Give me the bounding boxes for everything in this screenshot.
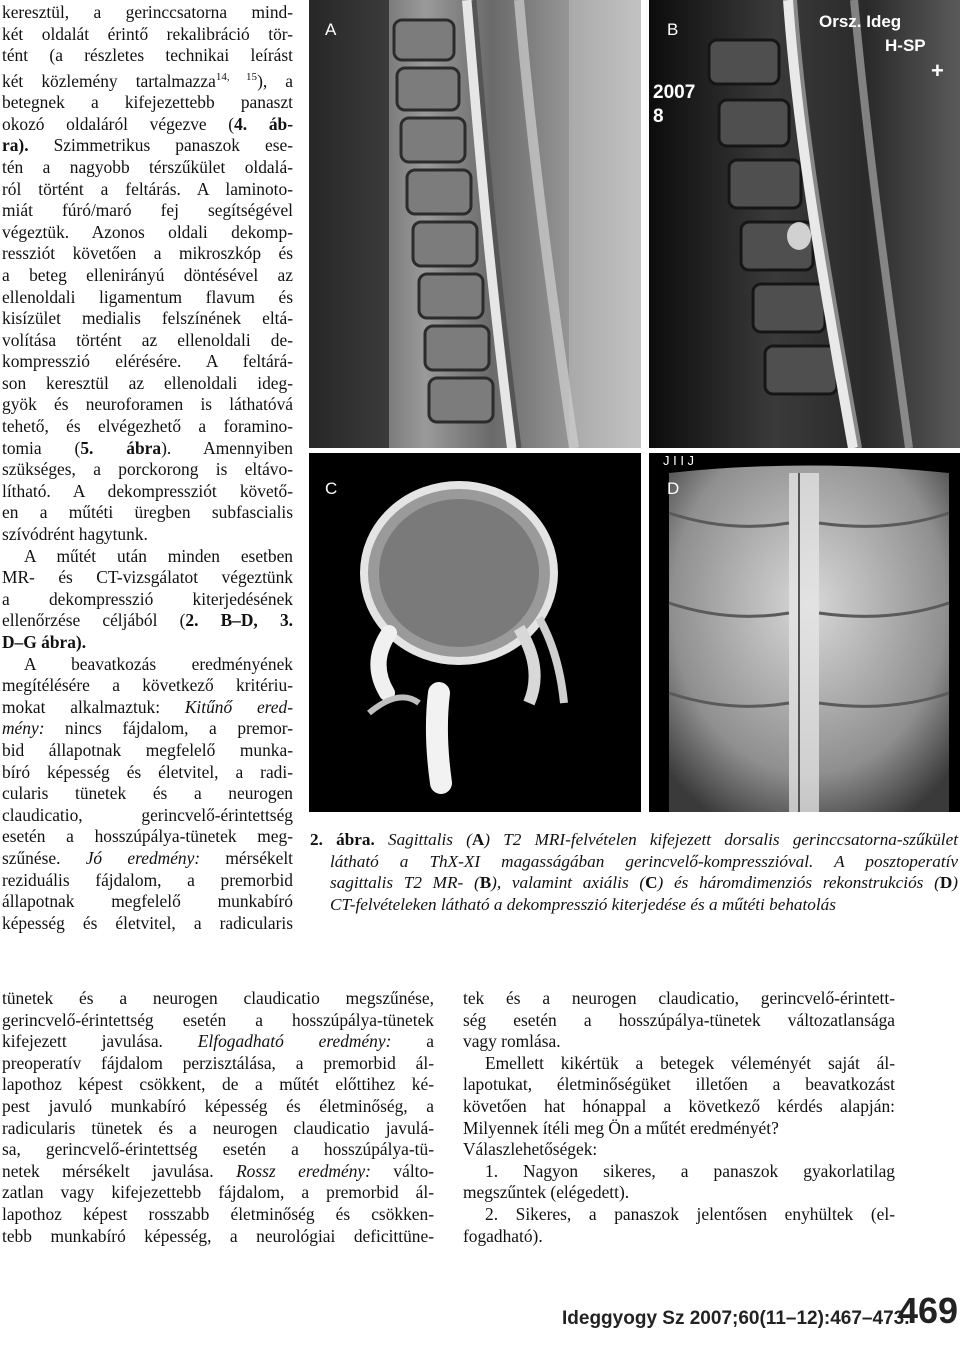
panel-label-b: B bbox=[667, 20, 679, 39]
text-line: en a műtéti üregben subfascialis bbox=[2, 502, 293, 523]
mri-overlay-text: 8 bbox=[653, 106, 664, 127]
figure-panel-b-mri bbox=[649, 0, 960, 448]
text-line: miát fúró/maró fej segítségével bbox=[2, 200, 293, 221]
figure-caption bbox=[310, 829, 958, 915]
text-line: vagy romlása. bbox=[463, 1031, 561, 1052]
text-line: tünetek és a neurogen claudicatio megszűnése, bbox=[2, 988, 434, 1008]
text-line: követően hat hónappal a következő kérdés alapján: bbox=[463, 1095, 895, 1116]
text-line: preoperatív fájdalom perzisztálása, a premorbid ál- bbox=[2, 1052, 434, 1073]
text-line: lapothoz képest csökkent, de a műtét előttihez ké- bbox=[2, 1074, 434, 1095]
mri-overlay-text: 2007 bbox=[653, 82, 696, 103]
figure-reference: ra). bbox=[2, 135, 29, 156]
reference-superscript: 14, 15 bbox=[215, 70, 258, 83]
text-line: betegnek a kifejezettebb panaszt bbox=[2, 92, 293, 113]
panel-label-d: D bbox=[667, 479, 680, 498]
text-line: A beavatkozás eredményének bbox=[24, 653, 293, 674]
text-line: volítása történt az ellenoldali de- bbox=[2, 329, 293, 350]
text-line: tén a nagyobb térszűkület oldalá- bbox=[2, 156, 293, 177]
text-line: ellenőrzése céljából (2. B–D, 3. bbox=[2, 610, 293, 631]
figure-panel-a-mri bbox=[309, 0, 641, 448]
text-line: Válaszlehetőségek: bbox=[463, 1139, 598, 1160]
text-line: a dekompresszió kiterjedésének bbox=[2, 588, 293, 609]
text-line: kifejezett javulása. Elfogadható eredmény: a bbox=[2, 1031, 434, 1052]
figure-panel-c-ct bbox=[309, 453, 641, 812]
panel-label-c: C bbox=[325, 479, 338, 498]
text-line: lítható. A dekompressziót követő- bbox=[2, 480, 293, 501]
text-line: lapothoz képest rosszabb életminőség és csökken- bbox=[2, 1203, 434, 1224]
ct-axial-image bbox=[309, 453, 641, 812]
mri-overlay-text: + bbox=[931, 58, 944, 83]
text-line: okozó oldaláról végezve (4. áb- bbox=[2, 113, 293, 134]
ct-3d-reconstruction-image bbox=[649, 453, 960, 812]
text-line: ra). Szimmetrikus panaszok ese- bbox=[2, 135, 293, 156]
text-line: tehető, és elvégezhető a foramino- bbox=[2, 416, 293, 437]
text-line: szűnése. Jó eredmény: mérsékelt bbox=[2, 847, 293, 868]
text-line: kompresszió elérésére. A feltárá- bbox=[2, 351, 293, 372]
panel-label-a: A bbox=[325, 20, 337, 39]
text-line: állapotnak megfelelő munkabíró bbox=[2, 891, 293, 912]
mri-sagittal-image bbox=[309, 0, 641, 448]
text-line: ellenoldali ligamentum flavum és bbox=[2, 286, 293, 307]
text-line: tént (a részletes technikai leírást bbox=[2, 45, 293, 66]
text-line: radicularis tünetek és a neurogen claudicatio javulá- bbox=[2, 1117, 434, 1138]
mri-overlay-text: H-SP bbox=[885, 36, 926, 55]
figure-reference: D–G ábra). bbox=[2, 632, 87, 653]
text-line: ressziót követően a mikroszkóp és bbox=[2, 243, 293, 264]
text-line: szükséges, a porckorong is eltávo- bbox=[2, 459, 293, 480]
text-line: cularis tünetek és a neurogen bbox=[2, 783, 293, 804]
text-line: lapotukat, életminőségüket illetően a beavatkozást bbox=[463, 1074, 895, 1095]
text-line bbox=[2, 632, 293, 654]
left-column-text bbox=[2, 2, 293, 934]
text-line: képesség és életvitel, a radicularis bbox=[2, 912, 293, 933]
text-line: MR- és CT-vizsgálatot végeztünk bbox=[2, 567, 293, 588]
text-line: szívódrént hagytunk. bbox=[2, 524, 148, 545]
text-line: keresztül, a gerinccsatorna mind- bbox=[2, 2, 293, 22]
text-line: kisízület medialis felszínének eltá- bbox=[2, 308, 293, 329]
bottom-right-text bbox=[463, 988, 895, 1247]
bottom-left-text bbox=[2, 988, 434, 1247]
text-line: bíró képesség és életvitel, a radi- bbox=[2, 761, 293, 782]
text-line: bid állapotnak megfelelő munka- bbox=[2, 739, 293, 760]
figure-reference: 4. áb- bbox=[234, 113, 293, 134]
text-line: tek és a neurogen claudicatio, gerincvelő-érintett- bbox=[463, 988, 895, 1008]
text-line: fogadható). bbox=[463, 1225, 543, 1246]
mri-postop-image bbox=[649, 0, 960, 448]
text-line: netek mérsékelt javulása. Rossz eredmény: válto- bbox=[2, 1160, 434, 1181]
text-line: két oldalát érintő rekalibráció tör- bbox=[2, 23, 293, 44]
figure-panel-d-3d bbox=[649, 453, 960, 812]
text-line: sa, gerincvelő-érintettség esetén a hosszúpálya-tü- bbox=[2, 1139, 434, 1160]
text-line: mény: nincs fájdalom, a premor- bbox=[2, 718, 293, 739]
text-line: zatlan vagy kifejezettebb fájdalom, a premorbid ál- bbox=[2, 1182, 434, 1203]
caption-line: 2. ábra. Sagittalis (A) T2 MRI-felvételen kifejezett dorsalis gerinccsatorna-szűkület bbox=[310, 830, 958, 849]
text-line: gyök és neuroforamen is láthatóvá bbox=[2, 394, 293, 415]
text-line: tomia (5. ábra). Amennyiben bbox=[2, 437, 293, 458]
caption-line: látható a ThX-XI magasságában gerincvelő-kompresszióval. A posztoperatív bbox=[330, 851, 958, 871]
caption-line: sagittalis T2 MR- (B), valamint axiális (C) és háromdimenziós rekonstrukciós (D) bbox=[330, 873, 958, 893]
text-line: son keresztül az ellenoldali ideg- bbox=[2, 372, 293, 393]
journal-citation: Ideggyogy Sz 2007;60(11–12):467–473. bbox=[562, 1308, 910, 1329]
text-line: 1. Nagyon sikeres, a panaszok gyakorlatilag bbox=[485, 1160, 895, 1181]
text-line: ról történt a feltárás. A laminoto- bbox=[2, 178, 293, 199]
text-line: megítélésére a következő kritériu- bbox=[2, 675, 293, 696]
text-line: mokat alkalmaztuk: Kitűnő ered- bbox=[2, 696, 293, 717]
text-line: gerincvelő-érintettség esetén a hosszúpálya-tünetek bbox=[2, 1009, 434, 1030]
page-number: 469 bbox=[898, 1290, 959, 1331]
mri-overlay-text: Orsz. Ideg bbox=[819, 12, 902, 31]
text-line: esetén a hosszúpálya-tünetek meg- bbox=[2, 826, 293, 847]
text-line: tebb munkabíró képesség, a neurológiai deficittüne- bbox=[2, 1225, 434, 1246]
text-line: két közlemény tartalmazza$^{14, 15}$), a bbox=[2, 70, 293, 91]
scale-ticks: J I I J bbox=[663, 453, 695, 468]
text-line: a beteg ellenirányú döntésével az bbox=[2, 264, 293, 285]
text-line: reziduális fájdalom, a premorbid bbox=[2, 869, 293, 890]
text-line: megszűntek (elégedett). bbox=[463, 1182, 630, 1203]
text-line: pest javuló munkabíró képesség és életminőség, a bbox=[2, 1095, 434, 1116]
figure-reference: 5. ábra bbox=[80, 437, 162, 458]
figure-reference: 2. B–D, 3. bbox=[185, 610, 293, 631]
text-line: Emellett kikértük a betegek véleményét saját ál- bbox=[485, 1052, 895, 1073]
text-line: végeztük. Azonos oldali dekomp- bbox=[2, 221, 293, 242]
text-line: claudicatio, gerincvelő-érintettség bbox=[2, 804, 293, 825]
text-line: ség esetén a hosszúpálya-tünetek változatlansága bbox=[463, 1009, 895, 1030]
text-line: A műtét után minden esetben bbox=[24, 545, 293, 566]
caption-line: CT-felvételeken látható a dekompresszió kiterjedése és a műtéti behatolás bbox=[330, 894, 836, 914]
text-line: Milyennek ítéli meg Ön a műtét eredményét? bbox=[463, 1117, 779, 1138]
text-line: 2. Sikeres, a panaszok jelentősen enyhültek (el- bbox=[485, 1203, 895, 1224]
